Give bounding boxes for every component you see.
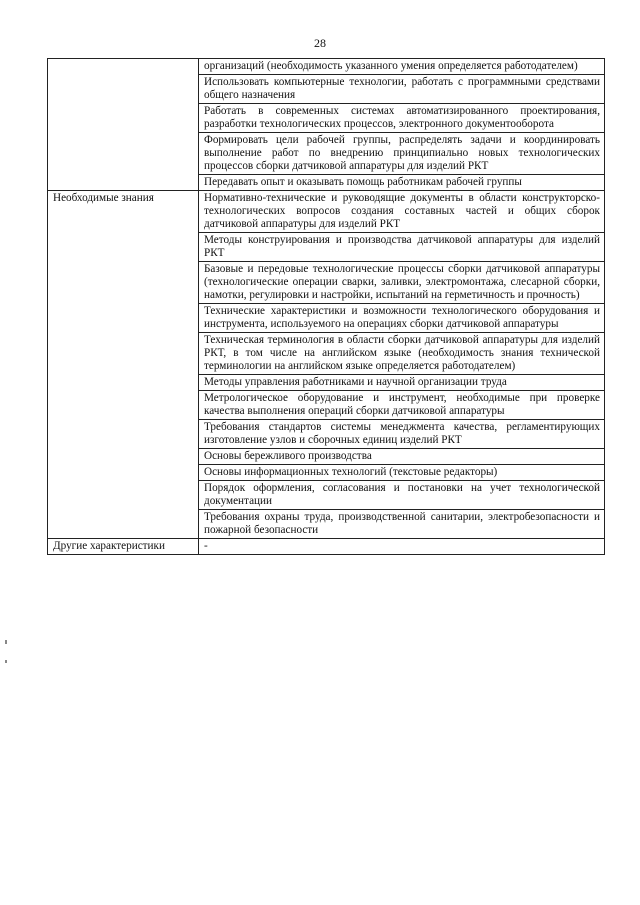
requirement-item: Передавать опыт и оказывать помощь работникам рабочей группы xyxy=(199,175,605,191)
requirement-item: - xyxy=(199,539,605,555)
requirement-item: Требования стандартов системы менеджмента качества, регламентирующих изготовление узлов и сборочных единиц изделий РКТ xyxy=(199,420,605,449)
requirement-item: Использовать компьютерные технологии, работать с программными средствами общего назначения xyxy=(199,75,605,104)
section-label-cell xyxy=(48,539,199,555)
requirement-item: Базовые и передовые технологические процессы сборки датчиковой аппаратуры (технологические операции сварки, заливки, электромонтажа, слесарной сборки, намотки, регулировки и настройки, испытаний на герметичность и прочность) xyxy=(199,262,605,304)
section-label: Необходимые знания xyxy=(53,192,154,204)
requirement-item: Основы бережливого производства xyxy=(199,449,605,465)
requirement-item: Техническая терминология в области сборки датчиковой аппаратуры для изделий РКТ, в том числе на английском языке (необходимость знания технической терминологии на английском языке определяется работодателем) xyxy=(199,333,605,375)
page-number: 28 xyxy=(314,36,326,50)
table-row xyxy=(48,191,605,233)
requirement-item: Методы управления работниками и научной организации труда xyxy=(199,375,605,391)
requirement-item: Основы информационных технологий (текстовые редакторы) xyxy=(199,465,605,481)
requirement-item: Работать в современных системах автоматизированного проектирования, разработки технологических процессов, электронного документооборота xyxy=(199,104,605,133)
section-label-cell xyxy=(48,59,199,191)
requirement-item: Формировать цели рабочей группы, распределять задачи и координировать выполнение работ по внедрению принципиально новых технологических процессов сборки датчиковой аппаратуры для изделий РКТ xyxy=(199,133,605,175)
requirement-item: Технические характеристики и возможности технологического оборудования и инструмента, используемого на операциях сборки датчиковой аппаратуры xyxy=(199,304,605,333)
scan-mark xyxy=(5,640,7,644)
requirements-table xyxy=(47,58,605,555)
table-row xyxy=(48,59,605,75)
section-label: Другие характеристики xyxy=(53,540,165,552)
scan-mark xyxy=(5,660,7,663)
requirement-item: организаций (необходимость указанного умения определяется работодателем) xyxy=(199,59,605,75)
requirement-item: Нормативно-технические и руководящие документы в области конструкторско-технологических вопросов создания составных частей и общих сборок датчиковой аппаратуры для изделий РКТ xyxy=(199,191,605,233)
requirement-item: Методы конструирования и производства датчиковой аппаратуры для изделий РКТ xyxy=(199,233,605,262)
table-row xyxy=(48,539,605,555)
requirement-item: Порядок оформления, согласования и постановки на учет технологической документации xyxy=(199,481,605,510)
requirement-item: Метрологическое оборудование и инструмент, необходимые при проверке качества выполнения операций сборки датчиковой аппаратуры xyxy=(199,391,605,420)
requirement-item: Требования охраны труда, производственной санитарии, электробезопасности и пожарной безопасности xyxy=(199,510,605,539)
section-label-cell xyxy=(48,191,199,539)
